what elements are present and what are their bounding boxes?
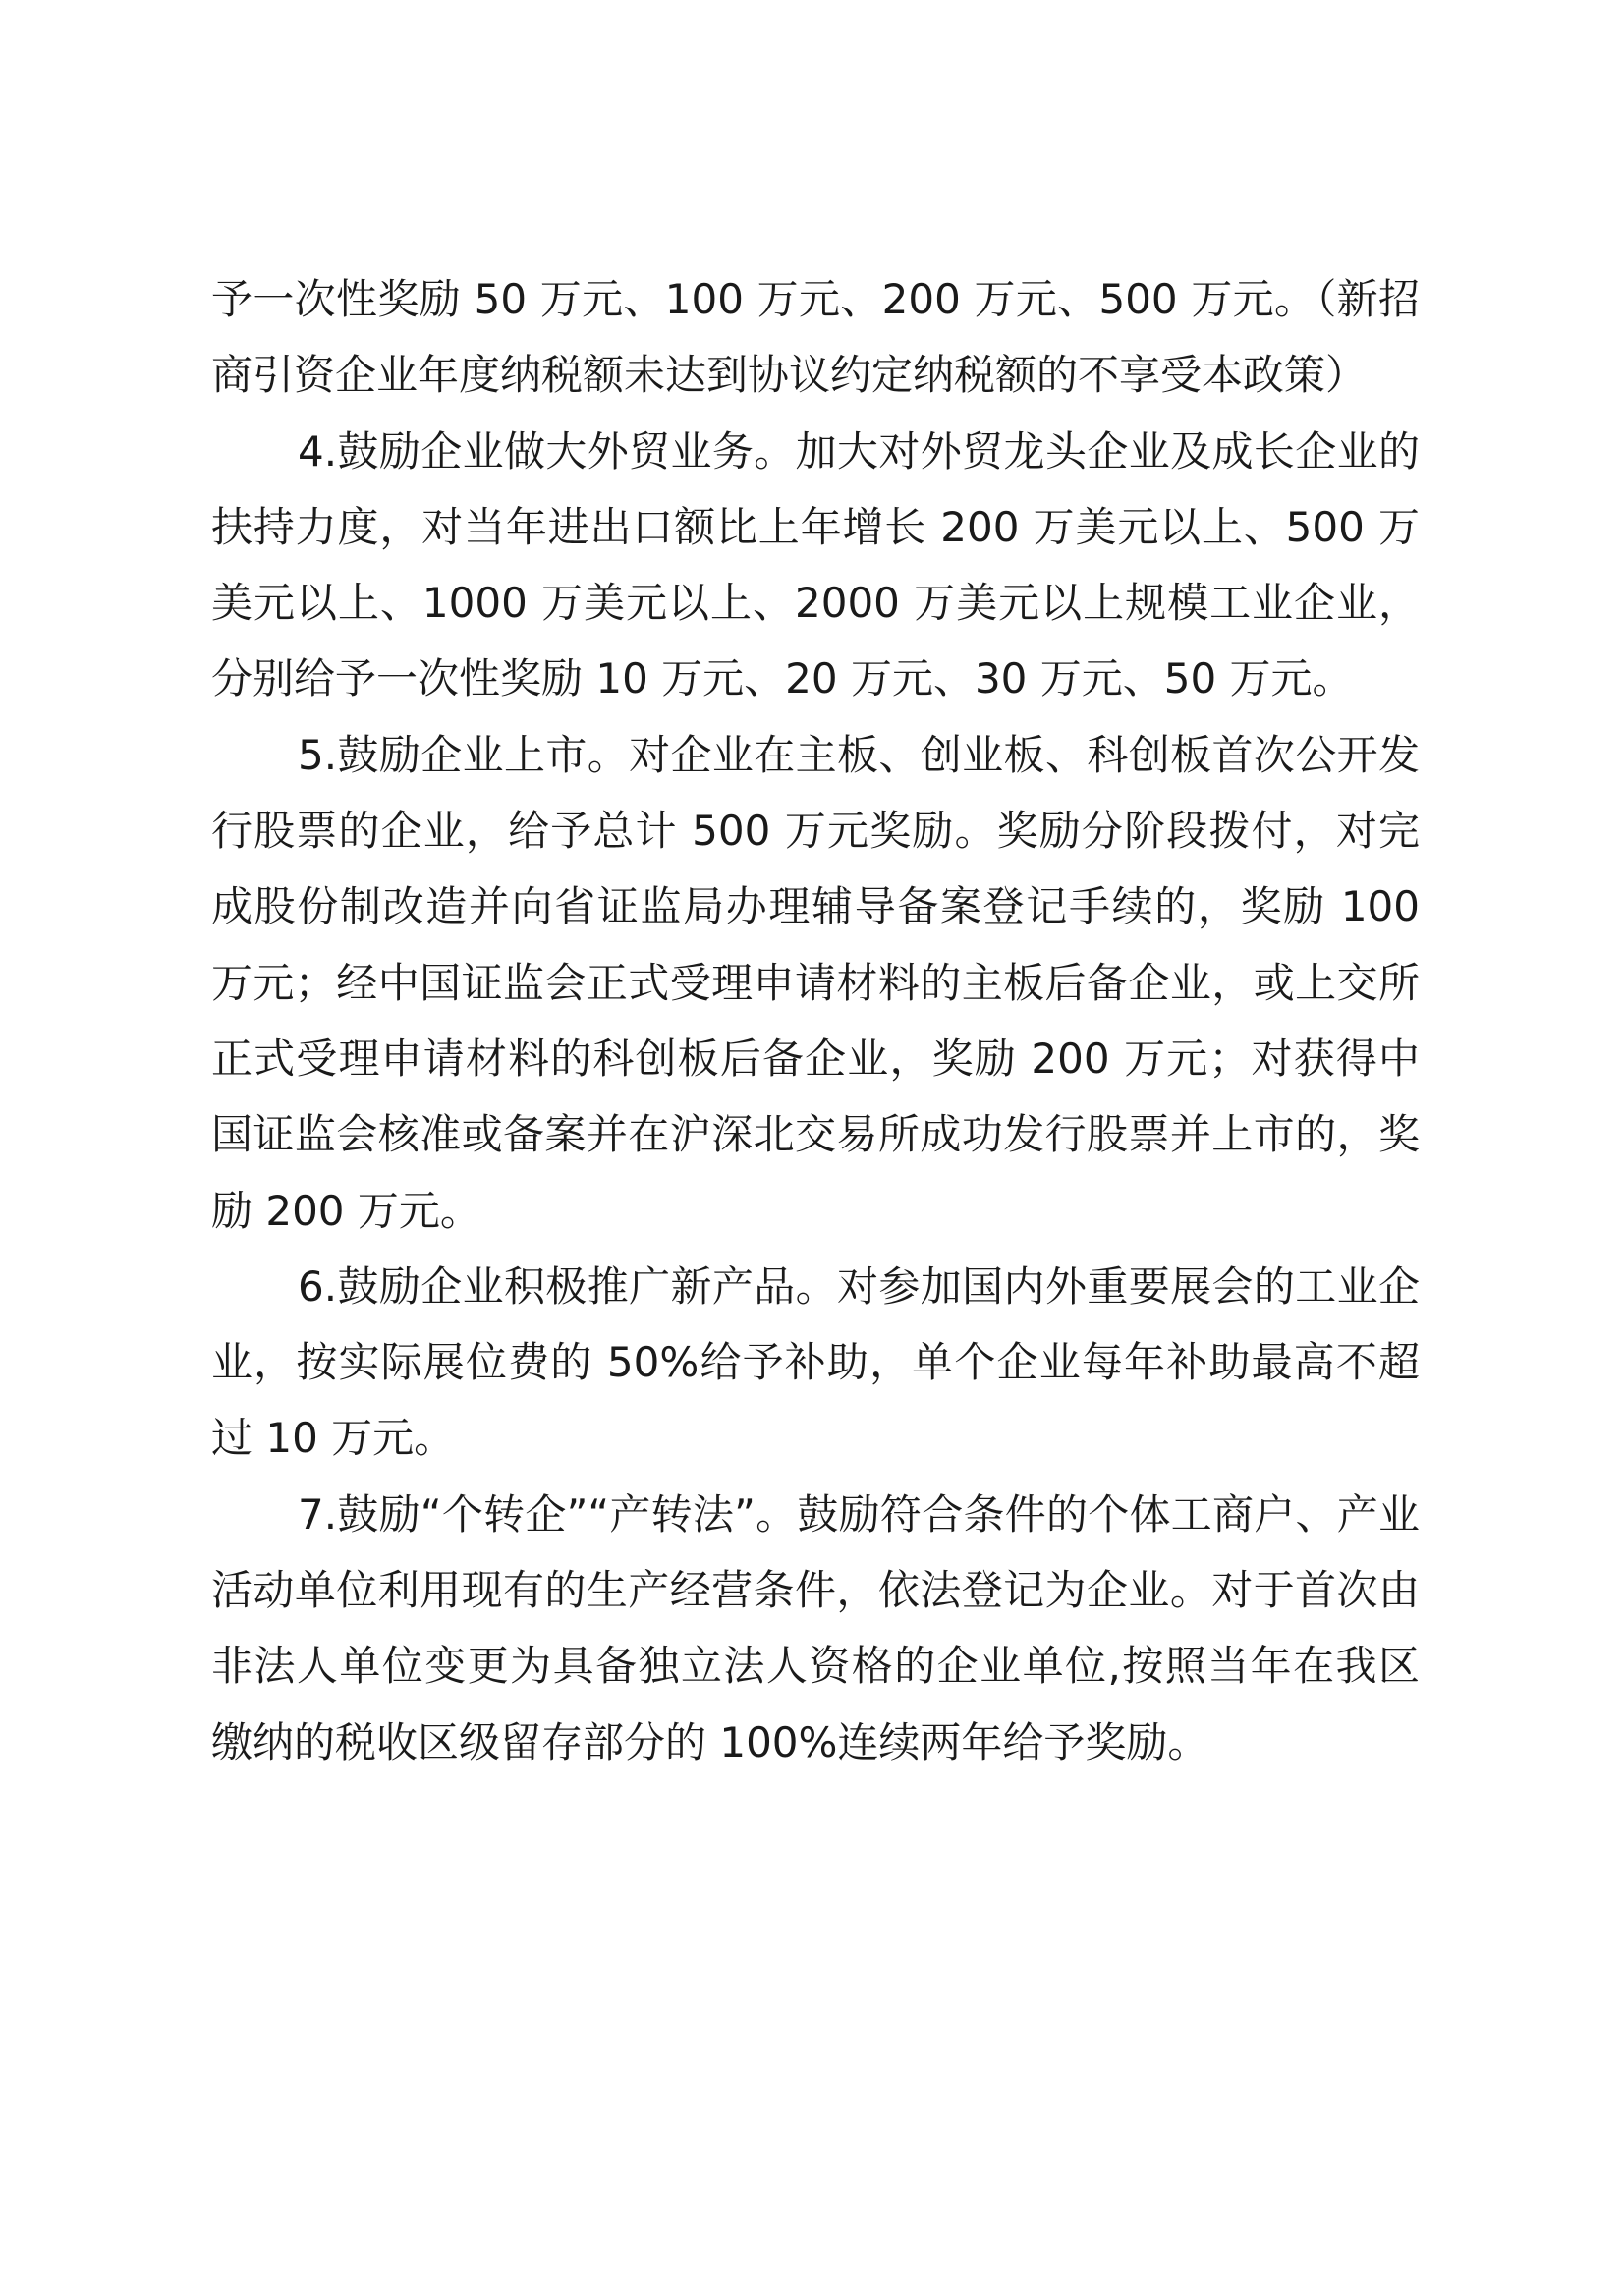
paragraph-item-4-foreign-trade: 4.鼓励企业做大外贸业务。加大对外贸龙头企业及成长企业的扶持力度，对当年进出口额比上年增长 200 万美元以上、500 万美元以上、1000 万美元以上、2000 万美元以上规模工业企业，分别给予一次性奖励 10 万元、20 万元、30 万元、50 万元。 [211, 426, 1420, 703]
paragraph-item-5-listing: 5.鼓励企业上市。对企业在主板、创业板、科创板首次公开发行股票的企业，给予总计 500 万元奖励。奖励分阶段拨付，对完成股份制改造并向省证监局办理辅导备案登记手续的，奖励 100 万元；经中国证监会正式受理申请材料的主板后备企业，或上交所正式受理申请材料的科创板后备企业，奖励 200 万元；对获得中国证监会核准或备案并在沪深北交易所成功发行股票并上市的，奖励 200 万元。 [211, 730, 1420, 1235]
paragraph-item-7-enterprise-conversion: 7.鼓励“个转企”“产转法”。鼓励符合条件的个体工商户、产业活动单位利用现有的生产经营条件，依法登记为企业。对于首次由非法人单位变更为具备独立法人资格的企业单位,按照当年在我区缴纳的税收区级留存部分的 100%连续两年给予奖励。 [211, 1489, 1420, 1766]
paragraph-item-6-new-products: 6.鼓励企业积极推广新产品。对参加国内外重要展会的工业企业，按实际展位费的 50%给予补助，单个企业每年补助最高不超过 10 万元。 [211, 1261, 1420, 1463]
document-body [211, 261, 1420, 1780]
paragraph-continuation: 予一次性奖励 50 万元、100 万元、200 万元、500 万元。（新招商引资企业年度纳税额未达到协议约定纳税额的不享受本政策） [211, 275, 1420, 400]
